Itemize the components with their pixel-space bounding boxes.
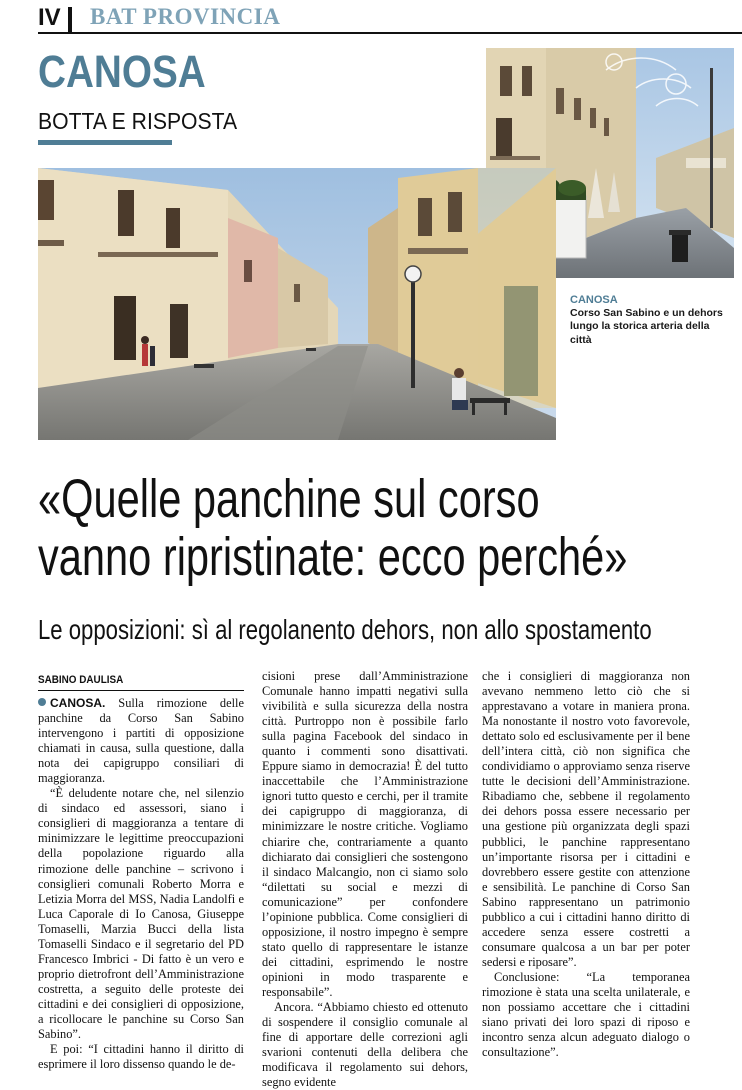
headline-line-2: vanno ripristinate: ecco perché»: [38, 527, 628, 587]
article-column-3: [482, 669, 690, 1060]
kicker-rule: [38, 140, 172, 145]
kicker: BOTTA E RISPOSTA: [38, 108, 238, 134]
article-paragraph: che i consiglieri di maggioranza non avevano nemmeno letto ciò che si apprestavano a votare in maniera prona. Ma nonostante il nostro voto favorevole, dettato solo ed esclusivamente per il bene dell’intera città, ciò non significa che condividiamo o approviamo senza riserve tutte le decisioni dell’Amministrazione. Ribadiamo che, sebbene il regolamento dei dehors possa essere necessario per una gestione più organizzata degli spazi pubblici, le panchine rappresentano un’importante risorsa per i cittadini e dovrebbero essere gestite con attenzione e sensibilità. Le panchine di Corso San Sabino rappresentano un patrimonio pubblico a cui i cittadini hanno diritto di accedere senza essere costretti a consumare qualcosa a un bar per poter sedersi e riposare”.: [482, 669, 690, 969]
corso-san-sabino-photo: [38, 168, 556, 440]
dateline: CANOSA.: [50, 696, 106, 710]
header-divider: [68, 7, 72, 33]
page-header: [38, 4, 742, 34]
byline: SABINO DAULISA: [38, 674, 124, 686]
article-paragraph: cisioni prese dall’Amministrazione Comunale hanno impatti negativi sulla vivibilità e sulla sicurezza della nostra città. Purtroppo non è possibile farlo sulla pagina Facebook del sindaco in quanto i commenti sono disattivati. Eppure siamo in democrazia! È del tutto inaccettabile che l’Amministrazione ignori tutto questo e cerchi, per il tramite dei capigruppo di maggioranza, di minimizzare le nostre critiche. Vogliamo chiarire che, contrariamente a quanto dichiarato dai consiglieri che sostengono il sindaco Malcangio, non ci siamo solo “dilettati su social e mezzi di comunicazione” per confondere l’opinione pubblica. Come consiglieri di opposizione, il nostro impegno è sempre stato quello di rappresentare le istanze dei cittadini, esprimendo le nostre opinioni in modo trasparente e responsabile”.: [262, 669, 468, 999]
article-paragraph: “È deludente notare che, nel silenzio di sindaco ed assessori, siano i consiglieri di maggioranza a tentare di minimizzare le legittime preoccupazioni della popolazione riguardo alla rimozione delle panchine – scrivono i consiglieri comunali Roberto Morra e Letizia Morra del MSS, Nadia Landolfi e Luca Caporale di Io Canosa, Giuseppe Tomaselli, Marzia Bucci della lista Tomaselli Sindaco e il segretario del PD Francesco Imbrici - Di fatto è un vero e proprio dietrofront dell’Amministrazione costretta, a seguito delle proteste dei cittadini e dei consiglieri di opposizione, a ricollocare le panchine su Corso San Sabino”.: [38, 786, 244, 1042]
section-title: BAT PROVINCIA: [90, 4, 281, 29]
bullet-dot-icon: [38, 698, 46, 706]
caption-city: CANOSA: [570, 294, 618, 306]
subheadline: Le opposizioni: sì al regolanento dehors, non allo spostamento: [38, 614, 652, 645]
paragraph-text: Sulla rimozione delle panchine da Corso San Sabino intervengono i partiti di opposizione chiamati in causa, sulla questione, dalla nota dei capigruppo consiliari di maggioranza.: [38, 696, 244, 786]
photo-caption: [570, 294, 730, 347]
article-paragraph: [38, 696, 244, 786]
article-paragraph: Ancora. “Abbiamo chiesto ed ottenuto di sospendere il consiglio comunale al fine di apportare delle correzioni agli svarioni contenuti della delibera che modificava il regolamento sui dehors, segno evidente: [262, 1000, 468, 1090]
city-title: CANOSA: [38, 46, 206, 97]
byline-rule: [38, 690, 244, 691]
article-column-2: [262, 669, 468, 1090]
article-paragraph: E poi: “I cittadini hanno il diritto di esprimere il loro dissenso quando le de-: [38, 1042, 244, 1072]
headline-line-1: «Quelle panchine sul corso: [38, 469, 540, 529]
caption-text: Corso San Sabino e un dehors lungo la storica arteria della città: [570, 307, 723, 346]
article-column-1: [38, 696, 244, 1072]
article-paragraph: Conclusione: “La temporanea rimozione è stata una scelta unilaterale, e non possiamo accettare che i cittadini siano privati dei loro spazi di riposo e incontro senza alcun adeguato dialogo o consultazione”.: [482, 969, 690, 1060]
headline: [38, 469, 628, 587]
corso-san-sabino-illustration: [38, 168, 556, 440]
page-number: IV: [38, 4, 61, 31]
